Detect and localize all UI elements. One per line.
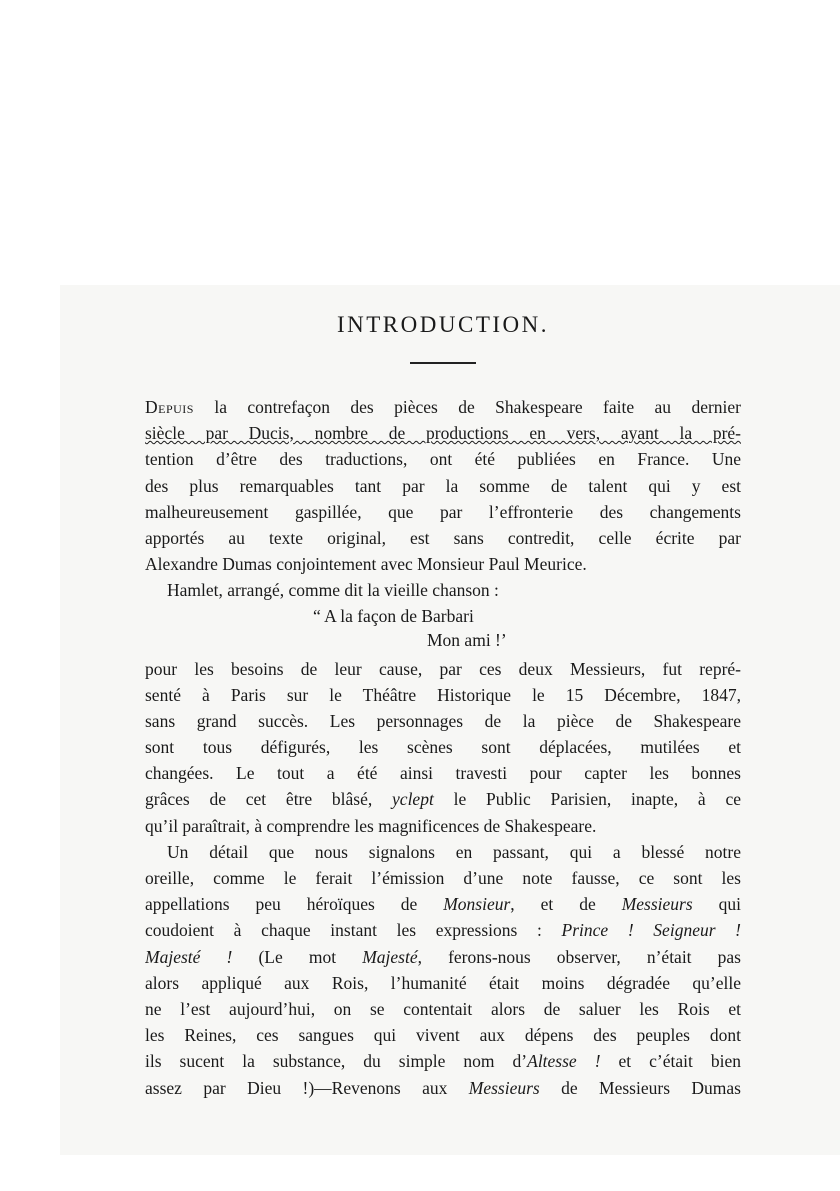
text-line: appellations peu héroïques de Monsieur, et de Messieurs qui: [145, 894, 741, 915]
text-line: Depuis la contrefaçon des pièces de Shakespeare faite au dernier: [145, 397, 741, 417]
text-line: Alexandre Dumas conjointement avec Monsieur Paul Meurice.: [145, 554, 587, 575]
text-line: senté à Paris sur le Théâtre Historique le 15 Décembre, 1847,: [145, 684, 741, 705]
text-line: changées. Le tout a été ainsi travesti pour capter les bonnes: [145, 763, 741, 784]
verse-quote: [145, 604, 741, 652]
text-line: pour les besoins de leur cause, par ces deux Messieurs, fut repré-: [145, 658, 741, 679]
title-rule: [410, 362, 476, 364]
text-line: apportés au texte original, est sans contredit, celle écrite par: [145, 527, 741, 548]
text-line: sans grand succès. Les personnages de la pièce de Shakespeare: [145, 710, 741, 731]
verse-line-2: Mon ami !’: [427, 629, 507, 650]
text-line: malheureusement gaspillée, que par l’effronterie des changements: [145, 501, 741, 522]
text-line: ils sucent la substance, du simple nom d’Altesse ! et c’était bien: [145, 1051, 741, 1072]
text-line: tention d’être des traductions, ont été publiées en France. Une: [145, 449, 741, 470]
text-line: Un détail que nous signalons en passant, qui a blessé notre: [167, 841, 741, 862]
paragraph-1: [145, 394, 741, 604]
document-page: [145, 300, 741, 1101]
page-title: INTRODUCTION.: [336, 312, 549, 337]
text-line: Majesté ! (Le mot Majesté, ferons-nous observer, n’était pas: [145, 946, 741, 967]
text-line: coudoient à chaque instant les expressions : Prince ! Seigneur !: [145, 920, 741, 941]
text-line: les Reines, ces sangues qui vivent aux dépens des peuples dont: [145, 1025, 741, 1046]
text-line: sont tous défigurés, les scènes sont déplacées, mutilées et: [145, 737, 741, 758]
paragraph-2: [145, 656, 741, 1101]
text-line: qu’il paraîtrait, à comprendre les magnificences de Shakespeare.: [145, 815, 597, 836]
text-line: assez par Dieu !)—Revenons aux Messieurs de Messieurs Dumas: [145, 1077, 741, 1098]
text-line: grâces de cet être blâsé, yclept le Public Parisien, inapte, à ce: [145, 789, 741, 810]
text-line: des plus remarquables tant par la somme de talent qui y est: [145, 475, 741, 496]
text-line: Hamlet, arrangé, comme dit la vieille chanson :: [167, 580, 499, 601]
text-line: ne l’est aujourd’hui, on se contentait alors de saluer les Rois et: [145, 998, 741, 1019]
verse-line-1: “ A la façon de Barbari: [313, 605, 474, 626]
text-line: oreille, comme le ferait l’émission d’une note fausse, ce sont les: [145, 868, 741, 888]
text-line: siècle par Ducis, nombre de productions en vers, ayant la pré-: [145, 423, 741, 444]
text-line: alors appliqué aux Rois, l’humanité était moins dégradée qu’elle: [145, 972, 741, 993]
